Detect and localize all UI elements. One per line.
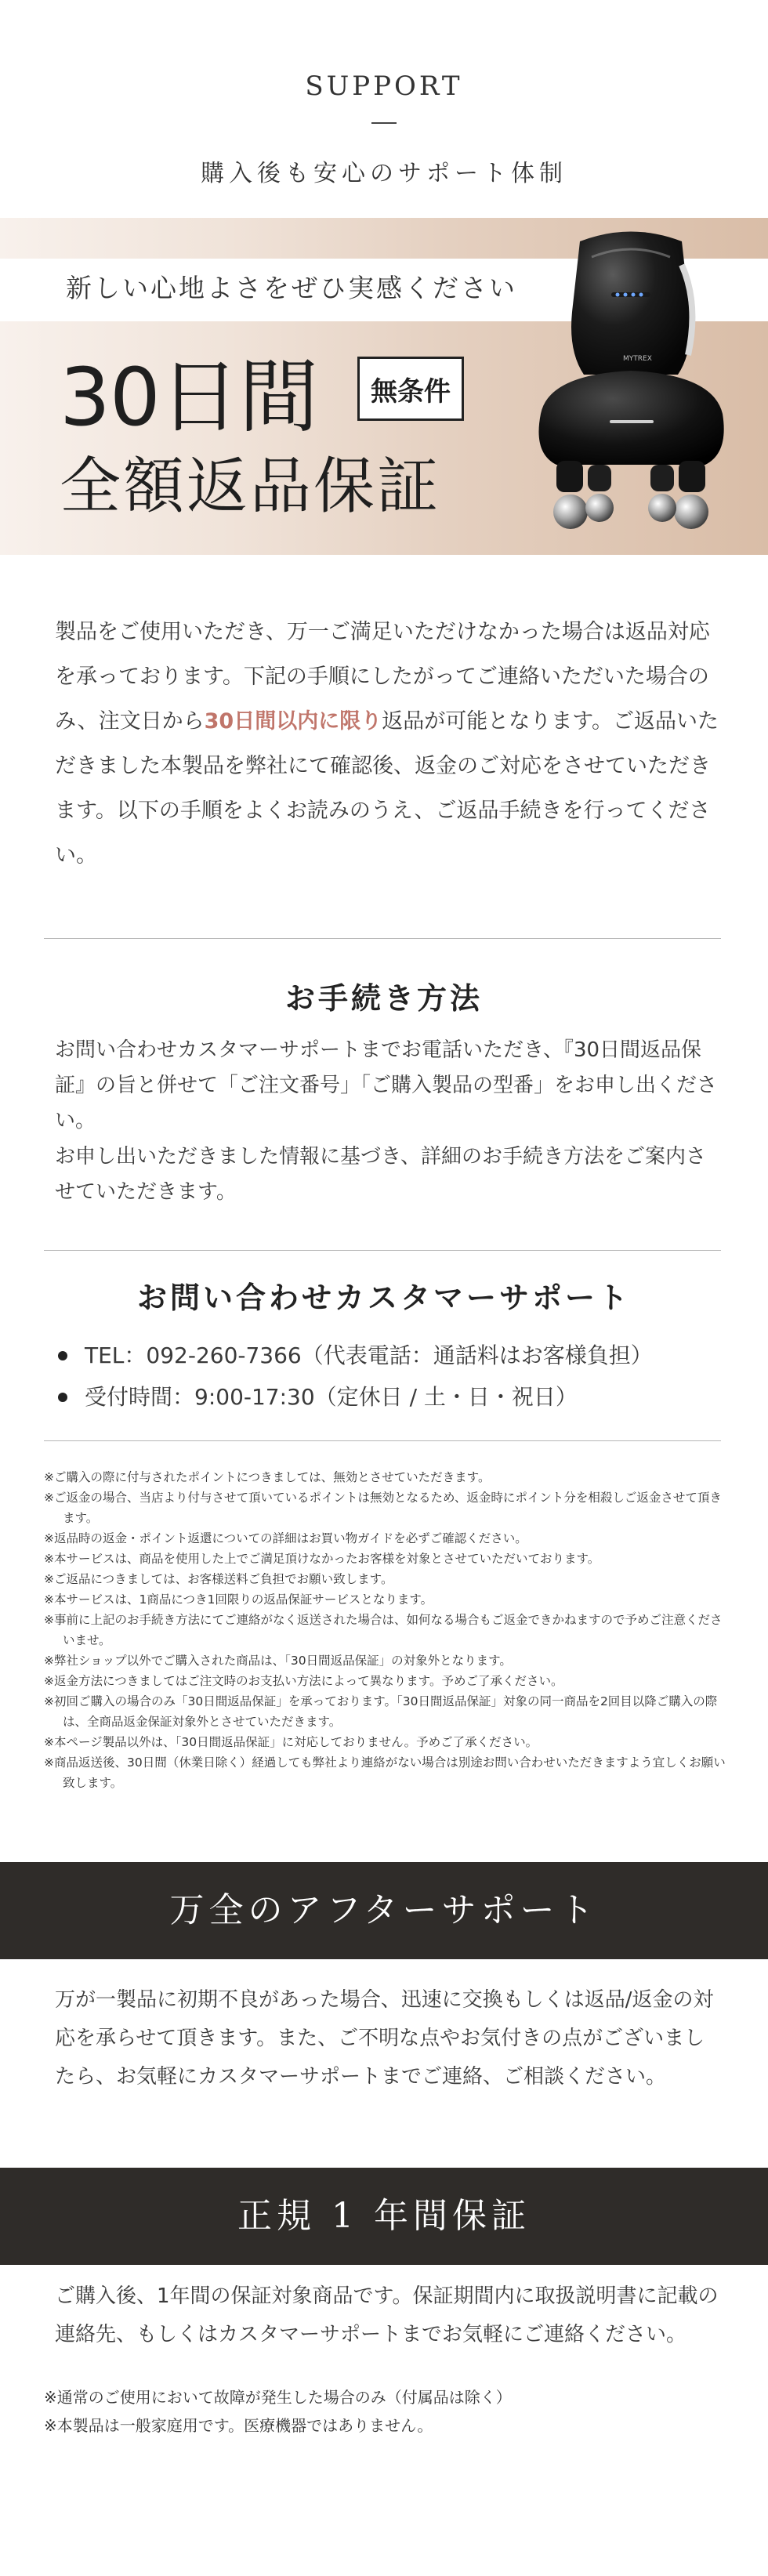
title-divider (371, 122, 397, 124)
contact-heading: お問い合わせカスタマーサポート (136, 1281, 631, 1315)
hero-title-days: 30日間 (60, 351, 318, 444)
contact-hours (58, 1376, 732, 1418)
return-policy-intro (55, 610, 721, 878)
procedure-paragraph-2: お申し出いただきました情報に基づき、詳細のお手続き方法をご案内させていただきます。 (55, 1145, 706, 1204)
section-divider (44, 938, 721, 939)
note-item: ※本ページ製品以外は、「30日間返品保証」に対応しておりません。予めご了承ください。 (44, 1735, 538, 1749)
warranty-text: ご購入後、1年間の保証対象商品です。保証期間内に取扱説明書に記載の連絡先、もしくはカスタマーサポートまでお気軽にご連絡ください。 (55, 2284, 719, 2346)
note-item: ※返金方法につきましてはご注文時のお支払い方法によって異なります。予めご了承ください。 (44, 1674, 563, 1688)
return-notes-list (44, 1467, 734, 1793)
section-divider (44, 1440, 721, 1441)
note-item: ※返品時の返金・ポイント返還についての詳細はお買い物ガイドを必ずご確認ください。 (44, 1531, 527, 1545)
bullet-dot (58, 1351, 67, 1360)
support-title-en: SUPPORT (305, 71, 463, 102)
guarantee-hero-banner (0, 218, 768, 555)
device-logo-text: MYTREX (623, 355, 652, 363)
procedure-paragraph-1: お問い合わせカスタマーサポートまでお電話いただき、『30日間返品保証』の旨と併せて「ご注文番号」「ご購入製品の型番」をお申し出ください。 (55, 1038, 718, 1132)
hero-title-refund: 全額返品保証 (60, 451, 441, 522)
warranty-note-2: ※本製品は一般家庭用です。医療機器ではありません。 (44, 2416, 433, 2435)
warranty-heading: 正規 1 年間保証 (0, 2168, 768, 2265)
contact-info-list (58, 1335, 732, 1418)
intro-text-before: 製品をご使用いただき、万一ご満足いただけなかった場合は返品対応を承っております。下記の手順にしたがってご連絡いただいた場合のみ、注文日から (55, 620, 710, 734)
bullet-dot (58, 1393, 67, 1402)
contact-phone-text: TEL：092-260-7366（代表電話：通話料はお客様負担） (85, 1342, 653, 1368)
procedure-heading: お手続き方法 (284, 981, 483, 1016)
hero-subtitle: 新しい心地よさをぜひ実感ください (66, 273, 517, 303)
massager-device-image (494, 218, 768, 555)
note-item: ※本サービスは、商品を使用した上でご満足頂けなかったお客様を対象とさせていただいております。 (44, 1552, 600, 1566)
note-item: ※弊社ショップ以外でご購入された商品は、「30日間返品保証」の対象外となります。 (44, 1654, 512, 1668)
note-item: ※商品返送後、30日間（休業日除く）経過しても弊社より連絡がない場合は別途お問い合わせいただきますよう宜しくお願い致します。 (44, 1755, 726, 1790)
unconditional-badge: 無条件 (357, 357, 464, 421)
after-support-heading: 万全のアフターサポート (0, 1862, 768, 1959)
note-item: ※事前に上記のお手続き方法にてご連絡がなく返送された場合は、如何なる場合もご返金できかねますので予めご注意くださいませ。 (44, 1613, 723, 1647)
note-item: ※ご返金の場合、当店より付与させて頂いているポイントは無効となるため、返金時にポイント分を相殺しご返金させて頂きます。 (44, 1491, 722, 1525)
section-divider (44, 1250, 721, 1251)
note-item: ※本サービスは、1商品につき1回限りの返品保証サービスとなります。 (44, 1592, 433, 1607)
warranty-note-1: ※通常のご使用において故障が発生した場合のみ（付属品は除く） (44, 2388, 512, 2407)
note-item: ※ご購入の際に付与されたポイントにつきましては、無効とさせていただきます。 (44, 1470, 491, 1484)
contact-phone (58, 1335, 732, 1376)
intro-highlight: 30日間以内に限り (204, 709, 382, 734)
support-header (0, 0, 768, 216)
note-item: ※ご返品につきましては、お客様送料ご負担でお願い致します。 (44, 1572, 393, 1586)
intro-text-after: 返品が可能となります。ご返品いただきました本製品を弊社にて確認後、返金のご対応をさせていただきます。以下の手順をよくお読みのうえ、ご返品手続きを行ってください。 (55, 709, 719, 868)
support-title-jp: 購入後も安心のサポート体制 (201, 160, 567, 187)
note-item: ※初回ご購入の場合のみ「30日間返品保証」を承っております。「30日間返品保証」対象の同一商品を2回目以降ご購入の際は、全商品返金保証対象外とさせていただきます。 (44, 1694, 718, 1729)
contact-hours-text: 受付時間：9:00-17:30（定休日 / 土・日・祝日） (85, 1384, 578, 1410)
after-support-text: 万が一製品に初期不良があった場合、迅速に交換もしくは返品/返金の対応を承らせて頂きます。また、ご不明な点やお気付きの点がございましたら、お気軽にカスタマーサポートまでご連絡、ご相談ください。 (55, 1988, 714, 2089)
